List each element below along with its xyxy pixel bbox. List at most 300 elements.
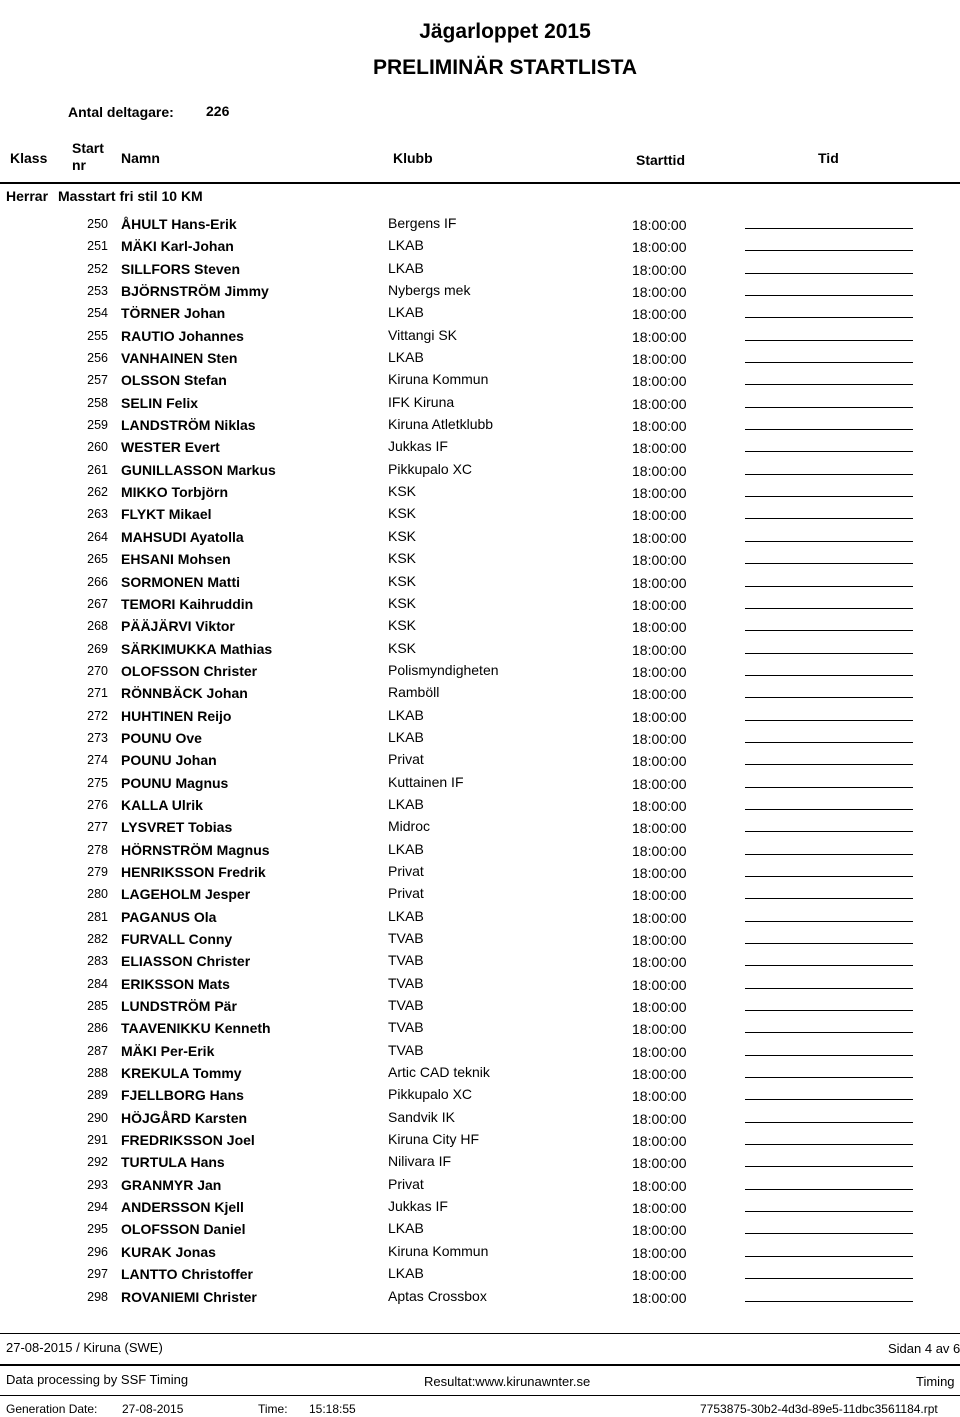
participant-club: Midroc bbox=[388, 818, 431, 835]
participant-club: Jukkas IF bbox=[388, 438, 448, 455]
column-header-nr: nr bbox=[72, 157, 86, 173]
table-row bbox=[0, 660, 960, 682]
table-row bbox=[0, 973, 960, 995]
participant-club: LKAB bbox=[388, 728, 424, 745]
result-time-line bbox=[745, 407, 913, 408]
participant-name: LAGEHOLM Jesper bbox=[121, 886, 251, 903]
participant-name: GRANMYR Jan bbox=[121, 1176, 222, 1193]
start-number: 272 bbox=[87, 708, 108, 723]
start-time: 18:00:00 bbox=[632, 284, 687, 301]
result-time-line bbox=[745, 541, 913, 542]
footer-timing: Timing bbox=[916, 1374, 955, 1389]
start-time: 18:00:00 bbox=[632, 328, 687, 345]
start-time: 18:00:00 bbox=[632, 999, 687, 1016]
start-time: 18:00:00 bbox=[632, 932, 687, 948]
participant-name: MAHSUDI Ayatolla bbox=[121, 528, 244, 545]
start-number: 298 bbox=[87, 1289, 108, 1304]
class-label: Herrar bbox=[6, 188, 49, 204]
start-number: 283 bbox=[87, 954, 108, 969]
participant-name: PÄÄJÄRVI Viktor bbox=[121, 618, 235, 635]
participant-club: Privat bbox=[388, 885, 424, 902]
table-row bbox=[0, 1129, 960, 1151]
column-header-start: Start bbox=[72, 140, 104, 156]
result-time-line bbox=[745, 831, 913, 832]
result-time-line bbox=[745, 943, 913, 944]
footer-processing: Data processing by SSF Timing bbox=[6, 1372, 189, 1387]
participant-name: TURTULA Hans bbox=[121, 1154, 225, 1171]
start-number: 286 bbox=[87, 1021, 108, 1036]
result-time-line bbox=[745, 697, 913, 698]
result-time-line bbox=[745, 1233, 913, 1234]
participant-name: ROVANIEMI Christer bbox=[121, 1288, 257, 1305]
participant-name: OLSSON Stefan bbox=[121, 372, 227, 389]
participant-name: HÖJGÅRD Karsten bbox=[121, 1109, 248, 1126]
result-time-line bbox=[745, 1099, 913, 1100]
participant-club: LKAB bbox=[388, 1265, 424, 1282]
result-time-line bbox=[745, 988, 913, 989]
start-number: 258 bbox=[87, 395, 108, 410]
table-row bbox=[0, 503, 960, 525]
participant-name: FJELLBORG Hans bbox=[121, 1087, 244, 1104]
participant-club: LKAB bbox=[388, 907, 424, 924]
start-number: 280 bbox=[87, 887, 108, 902]
participant-name: VANHAINEN Sten bbox=[121, 350, 238, 367]
start-number: 278 bbox=[87, 842, 108, 857]
participant-club: Nilivara IF bbox=[388, 1153, 452, 1170]
table-row bbox=[0, 772, 960, 794]
start-time: 18:00:00 bbox=[632, 1066, 687, 1083]
table-row bbox=[0, 593, 960, 615]
table-row bbox=[0, 906, 960, 928]
participant-club: IFK Kiruna bbox=[388, 393, 455, 410]
result-time-line bbox=[745, 429, 913, 430]
result-time-line bbox=[745, 340, 913, 341]
start-time: 18:00:00 bbox=[632, 954, 687, 971]
result-time-line bbox=[745, 362, 913, 363]
start-number: 294 bbox=[87, 1200, 108, 1215]
result-time-line bbox=[745, 921, 913, 922]
table-row bbox=[0, 459, 960, 481]
result-time-line bbox=[745, 787, 913, 788]
participant-name: RAUTIO Johannes bbox=[121, 327, 244, 344]
start-time: 18:00:00 bbox=[632, 574, 687, 591]
start-number: 265 bbox=[87, 552, 108, 567]
document-title: Jägarloppet 2015 bbox=[419, 20, 591, 43]
start-number: 293 bbox=[87, 1177, 108, 1192]
participant-name: LANTTO Christoffer bbox=[121, 1266, 253, 1283]
participant-club: Nybergs mek bbox=[388, 282, 471, 299]
result-time-line bbox=[745, 1055, 913, 1056]
result-time-line bbox=[745, 563, 913, 564]
start-time: 18:00:00 bbox=[632, 663, 687, 680]
footer-page-number: Sidan 4 av 6 bbox=[888, 1341, 960, 1356]
participant-name: POUNU Johan bbox=[121, 752, 217, 769]
participant-name: ANDERSSON Kjell bbox=[121, 1199, 244, 1216]
table-row bbox=[0, 883, 960, 905]
start-time: 18:00:00 bbox=[632, 887, 687, 904]
start-number: 257 bbox=[87, 373, 108, 388]
start-number: 270 bbox=[87, 663, 108, 678]
table-row bbox=[0, 526, 960, 548]
participant-name: POUNU Ove bbox=[121, 729, 202, 746]
start-number: 297 bbox=[87, 1267, 108, 1282]
participant-name: ELIASSON Christer bbox=[121, 953, 251, 970]
table-row bbox=[0, 1084, 960, 1106]
participant-club: TVAB bbox=[388, 997, 424, 1014]
result-time-line bbox=[745, 720, 913, 721]
participant-name: MÄKI Karl-Johan bbox=[121, 238, 234, 255]
start-time: 18:00:00 bbox=[632, 462, 687, 479]
table-row bbox=[0, 1040, 960, 1062]
table-row bbox=[0, 280, 960, 302]
participant-club: KSK bbox=[388, 527, 417, 544]
participant-name: OLOFSSON Christer bbox=[121, 662, 258, 679]
participant-club: Privat bbox=[388, 862, 424, 879]
participant-club: Pikkupalo XC bbox=[388, 460, 473, 477]
table-row bbox=[0, 1107, 960, 1129]
table-row bbox=[0, 548, 960, 570]
table-row bbox=[0, 1062, 960, 1084]
start-number: 296 bbox=[87, 1244, 108, 1259]
participant-name: SÄRKIMUKKA Mathias bbox=[121, 640, 273, 657]
start-number: 287 bbox=[87, 1043, 108, 1058]
start-number: 251 bbox=[87, 239, 108, 254]
start-number: 275 bbox=[87, 775, 108, 790]
start-time: 18:00:00 bbox=[632, 1088, 687, 1105]
table-row bbox=[0, 347, 960, 369]
start-time: 18:00:00 bbox=[632, 507, 687, 524]
participant-club: Bergens IF bbox=[388, 215, 457, 231]
start-number: 271 bbox=[87, 686, 108, 701]
participant-name: TAAVENIKKU Kenneth bbox=[121, 1020, 271, 1037]
start-time: 18:00:00 bbox=[632, 864, 687, 881]
table-row bbox=[0, 1218, 960, 1240]
table-row bbox=[0, 1286, 960, 1308]
start-number: 264 bbox=[87, 529, 108, 544]
participant-club: TVAB bbox=[388, 930, 424, 946]
participant-count-label: Antal deltagare: bbox=[68, 104, 174, 120]
start-time: 18:00:00 bbox=[632, 820, 687, 837]
participant-club: LKAB bbox=[388, 304, 424, 321]
start-number: 259 bbox=[87, 418, 108, 433]
start-time: 18:00:00 bbox=[632, 261, 687, 278]
start-number: 277 bbox=[87, 820, 108, 835]
participant-club: Kiruna Kommun bbox=[388, 371, 489, 388]
participant-name: MÄKI Per-Erik bbox=[121, 1042, 215, 1059]
participant-club: Polismyndigheten bbox=[388, 661, 499, 678]
result-time-line bbox=[745, 854, 913, 855]
start-number: 281 bbox=[87, 909, 108, 924]
header-divider bbox=[0, 182, 960, 184]
participant-club: Aptas Crossbox bbox=[388, 1287, 487, 1304]
start-time: 18:00:00 bbox=[632, 730, 687, 747]
start-time: 18:00:00 bbox=[632, 552, 687, 569]
participant-club: TVAB bbox=[388, 1041, 424, 1058]
result-time-line bbox=[745, 1144, 913, 1145]
table-row bbox=[0, 414, 960, 436]
participant-name: SILLFORS Steven bbox=[121, 260, 241, 277]
start-time: 18:00:00 bbox=[632, 842, 687, 859]
participant-name: ERIKSSON Mats bbox=[121, 975, 230, 992]
result-time-line bbox=[745, 898, 913, 899]
participant-club: Vittangi SK bbox=[388, 326, 458, 343]
footer-divider-middle bbox=[0, 1364, 960, 1366]
start-number: 254 bbox=[87, 306, 108, 321]
participant-club: LKAB bbox=[388, 349, 424, 366]
result-time-line bbox=[745, 1077, 913, 1078]
start-number: 261 bbox=[87, 462, 108, 477]
start-time: 18:00:00 bbox=[632, 619, 687, 636]
participant-name: FLYKT Mikael bbox=[121, 506, 212, 523]
start-time: 18:00:00 bbox=[632, 1244, 687, 1261]
participant-name: SORMONEN Matti bbox=[121, 573, 240, 590]
table-row bbox=[0, 258, 960, 280]
participant-name: PAGANUS Ola bbox=[121, 908, 217, 925]
participant-club: LKAB bbox=[388, 237, 424, 254]
participant-club: KSK bbox=[388, 550, 417, 567]
result-time-line bbox=[745, 1256, 913, 1257]
footer-divider-top bbox=[0, 1333, 960, 1334]
start-number: 263 bbox=[87, 507, 108, 522]
participant-name: KURAK Jonas bbox=[121, 1243, 216, 1260]
column-header-starttid: Starttid bbox=[636, 152, 685, 168]
result-time-line bbox=[745, 451, 913, 452]
table-row bbox=[0, 861, 960, 883]
table-row bbox=[0, 369, 960, 391]
participant-name: LYSVRET Tobias bbox=[121, 819, 233, 836]
result-time-line bbox=[745, 1211, 913, 1212]
table-row bbox=[0, 749, 960, 771]
table-row bbox=[0, 950, 960, 972]
footer-report-id: 7753875-30b2-4d3d-89e5-11dbc3561184.rpt bbox=[700, 1402, 938, 1416]
footer-results-link[interactable]: Resultat:www.kirunawnter.se bbox=[424, 1374, 591, 1389]
result-time-line bbox=[745, 474, 913, 475]
table-row bbox=[0, 705, 960, 727]
result-time-line bbox=[745, 273, 913, 274]
participant-club: Artic CAD teknik bbox=[388, 1064, 490, 1081]
start-time: 18:00:00 bbox=[632, 708, 687, 725]
participant-name: HUHTINEN Reijo bbox=[121, 707, 232, 724]
start-time: 18:00:00 bbox=[632, 418, 687, 435]
footer-divider-bottom bbox=[0, 1395, 960, 1396]
start-number: 253 bbox=[87, 284, 108, 299]
start-number: 266 bbox=[87, 574, 108, 589]
start-time: 18:00:00 bbox=[632, 686, 687, 703]
result-time-line bbox=[745, 518, 913, 519]
result-time-line bbox=[745, 1010, 913, 1011]
start-list bbox=[0, 213, 960, 1308]
participant-name: WESTER Evert bbox=[121, 439, 220, 456]
start-number: 289 bbox=[87, 1088, 108, 1103]
start-number: 291 bbox=[87, 1133, 108, 1148]
participant-club: LKAB bbox=[388, 1220, 424, 1237]
start-time: 18:00:00 bbox=[632, 1133, 687, 1150]
participant-club: KSK bbox=[388, 617, 417, 634]
participant-club: KSK bbox=[388, 572, 417, 589]
table-row bbox=[0, 794, 960, 816]
start-number: 292 bbox=[87, 1155, 108, 1170]
start-number: 288 bbox=[87, 1066, 108, 1081]
start-time: 18:00:00 bbox=[632, 641, 687, 658]
participant-club: KSK bbox=[388, 483, 417, 500]
table-row bbox=[0, 325, 960, 347]
participant-name: SELIN Felix bbox=[121, 394, 199, 411]
participant-club: TVAB bbox=[388, 952, 424, 969]
footer-generation-date-label: Generation Date: bbox=[6, 1402, 98, 1416]
result-time-line bbox=[745, 586, 913, 587]
start-time: 18:00:00 bbox=[632, 217, 687, 233]
table-row bbox=[0, 1017, 960, 1039]
table-row bbox=[0, 816, 960, 838]
participant-name: FURVALL Conny bbox=[121, 931, 233, 947]
participant-name: EHSANI Mohsen bbox=[121, 551, 231, 568]
result-time-line bbox=[745, 295, 913, 296]
table-row bbox=[0, 638, 960, 660]
participant-name: FREDRIKSSON Joel bbox=[121, 1132, 255, 1149]
start-time: 18:00:00 bbox=[632, 529, 687, 546]
participant-club: Privat bbox=[388, 751, 424, 768]
start-number: 285 bbox=[87, 999, 108, 1014]
result-time-line bbox=[745, 675, 913, 676]
footer-generation-date-value: 27-08-2015 bbox=[122, 1402, 184, 1416]
participant-club: Pikkupalo XC bbox=[388, 1086, 473, 1103]
start-number: 279 bbox=[87, 864, 108, 879]
participant-name: TEMORI Kaihruddin bbox=[121, 595, 254, 612]
participant-club: KSK bbox=[388, 594, 417, 611]
participant-name: TÖRNER Johan bbox=[121, 305, 226, 322]
table-row bbox=[0, 928, 960, 950]
start-number: 256 bbox=[87, 351, 108, 366]
start-time: 18:00:00 bbox=[632, 775, 687, 792]
start-time: 18:00:00 bbox=[632, 1177, 687, 1194]
start-time: 18:00:00 bbox=[632, 373, 687, 390]
participant-name: BJÖRNSTRÖM Jimmy bbox=[121, 283, 269, 300]
result-time-line bbox=[745, 317, 913, 318]
start-time: 18:00:00 bbox=[632, 909, 687, 926]
participant-club: LKAB bbox=[388, 259, 424, 276]
participant-name: GUNILLASSON Markus bbox=[121, 461, 276, 478]
start-number: 255 bbox=[87, 328, 108, 343]
table-row bbox=[0, 1263, 960, 1285]
start-time: 18:00:00 bbox=[632, 1043, 687, 1060]
start-time: 18:00:00 bbox=[632, 976, 687, 993]
footer-time-value: 15:18:55 bbox=[309, 1402, 356, 1416]
table-row bbox=[0, 615, 960, 637]
document-subtitle: PRELIMINÄR STARTLISTA bbox=[372, 56, 638, 79]
table-row bbox=[0, 1174, 960, 1196]
result-time-line bbox=[745, 496, 913, 497]
result-time-line bbox=[745, 608, 913, 609]
column-header-klass: Klass bbox=[10, 150, 48, 166]
start-time: 18:00:00 bbox=[632, 306, 687, 323]
participant-club: Kiruna Atletklubb bbox=[388, 416, 494, 433]
participant-club: LKAB bbox=[388, 706, 424, 723]
result-time-line bbox=[745, 384, 913, 385]
start-number: 282 bbox=[87, 932, 108, 946]
participant-name: KALLA Ulrik bbox=[121, 796, 203, 813]
participant-name: LANDSTRÖM Niklas bbox=[121, 417, 256, 434]
class-description: Masstart fri stil 10 KM bbox=[58, 188, 203, 204]
column-header-klubb: Klubb bbox=[393, 150, 433, 166]
result-time-line bbox=[745, 742, 913, 743]
start-number: 276 bbox=[87, 797, 108, 812]
table-row bbox=[0, 1241, 960, 1263]
table-row bbox=[0, 1151, 960, 1173]
start-time: 18:00:00 bbox=[632, 1267, 687, 1284]
participant-club: Jukkas IF bbox=[388, 1198, 448, 1215]
participant-name: RÖNNBÄCK Johan bbox=[121, 685, 248, 702]
table-row bbox=[0, 727, 960, 749]
start-time: 18:00:00 bbox=[632, 1200, 687, 1217]
start-number: 273 bbox=[87, 730, 108, 745]
participant-name: OLOFSSON Daniel bbox=[121, 1221, 246, 1238]
start-number: 252 bbox=[87, 261, 108, 276]
participant-club: Kiruna Kommun bbox=[388, 1242, 489, 1259]
start-number: 290 bbox=[87, 1110, 108, 1125]
participant-count-value: 226 bbox=[206, 103, 230, 119]
participant-name: POUNU Magnus bbox=[121, 774, 229, 791]
table-row bbox=[0, 481, 960, 503]
participant-name: HÖRNSTRÖM Magnus bbox=[121, 841, 270, 858]
result-time-line bbox=[745, 1278, 913, 1279]
participant-name: LUNDSTRÖM Pär bbox=[121, 998, 237, 1015]
start-time: 18:00:00 bbox=[632, 797, 687, 814]
start-number: 268 bbox=[87, 619, 108, 634]
start-time: 18:00:00 bbox=[632, 395, 687, 412]
participant-club: TVAB bbox=[388, 974, 424, 991]
table-row bbox=[0, 1196, 960, 1218]
start-number: 250 bbox=[87, 217, 108, 231]
participant-club: TVAB bbox=[388, 1019, 424, 1036]
result-time-line bbox=[745, 630, 913, 631]
start-time: 18:00:00 bbox=[632, 1289, 687, 1306]
participant-club: LKAB bbox=[388, 840, 424, 857]
column-header-namn: Namn bbox=[121, 150, 160, 166]
result-time-line bbox=[745, 1122, 913, 1123]
participant-name: KREKULA Tommy bbox=[121, 1065, 242, 1082]
result-time-line bbox=[745, 764, 913, 765]
start-number: 274 bbox=[87, 753, 108, 768]
start-number: 295 bbox=[87, 1222, 108, 1237]
participant-club: Sandvik IK bbox=[388, 1108, 455, 1125]
table-row bbox=[0, 436, 960, 458]
start-number: 284 bbox=[87, 976, 108, 991]
start-time: 18:00:00 bbox=[632, 440, 687, 457]
column-header-tid: Tid bbox=[818, 150, 839, 166]
start-time: 18:00:00 bbox=[632, 1222, 687, 1239]
result-time-line bbox=[745, 250, 913, 251]
start-number: 262 bbox=[87, 485, 108, 500]
start-time: 18:00:00 bbox=[632, 1110, 687, 1127]
participant-club: Privat bbox=[388, 1175, 424, 1192]
participant-club: KSK bbox=[388, 639, 417, 656]
start-time: 18:00:00 bbox=[632, 351, 687, 368]
table-row bbox=[0, 235, 960, 257]
start-time: 18:00:00 bbox=[632, 753, 687, 770]
result-time-line bbox=[745, 809, 913, 810]
table-row bbox=[0, 213, 960, 235]
result-time-line bbox=[745, 1166, 913, 1167]
participant-club: KSK bbox=[388, 505, 417, 522]
table-row bbox=[0, 571, 960, 593]
start-time: 18:00:00 bbox=[632, 596, 687, 613]
start-time: 18:00:00 bbox=[632, 239, 687, 256]
result-time-line bbox=[745, 965, 913, 966]
participant-club: Ramböll bbox=[388, 684, 440, 701]
result-time-line bbox=[745, 876, 913, 877]
table-row bbox=[0, 995, 960, 1017]
start-number: 260 bbox=[87, 440, 108, 455]
